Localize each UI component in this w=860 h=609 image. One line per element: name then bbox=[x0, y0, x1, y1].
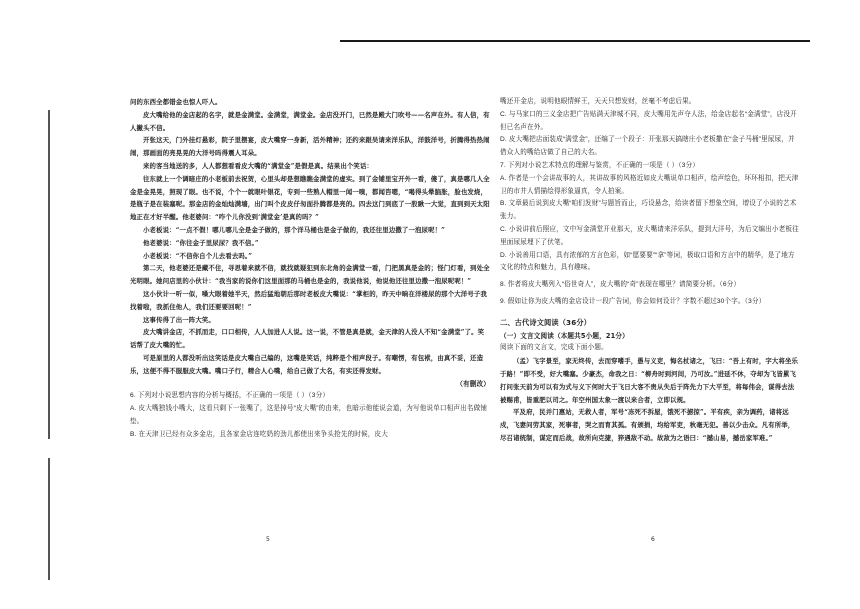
classical-paragraph: 平及府，民并门惠站，无救人者，军号“冻死不拆屋，饿死不掳掠”。平有疾，亲为调药，诸将远戍，飞妻问劳其家，死事者，哭之而育其孤。有颁捐，均给军吏，秋毫无犯。善以少击众。凡有所举，尽召诸统制，谋定而后战，故所向克捷，猝遇敌不动。故敌为之语曰：“撼山易，撼岳家军难。” bbox=[500, 408, 795, 442]
story-paragraph: 这事传得了出一阵大笑。 bbox=[143, 315, 215, 324]
story-paragraph: 可是原里的人都没听出这笑话是皮大嘴自己编的，这嘴是笑话，纯粹是个相声段子。有嘲愣，有包袱，由真不妥，还造乐，这便不得不服服皮大嘴。嘴口子行，精合人心嘴，给自己做了大名，有实还得发财。 bbox=[130, 353, 484, 375]
question-7-option-d: D. 小说善用口语，具有浓郁的方言色彩，如“愿要要”“拿”等词，极取口语和方言中的精华，是了地方文化的特点和魅力，具有趣味。 bbox=[500, 251, 795, 272]
question-6-stem: 6. 下列对小说思想内容的分析与概括，不正确的一项是（ ）（3分） bbox=[130, 392, 330, 400]
scan-edge bbox=[48, 110, 50, 580]
question-6-option-b: B. 在天津卫已经有众多金店，且各家金店连吃奶的劲儿都使出来争头抢先的时候，皮大 bbox=[130, 430, 389, 438]
right-page bbox=[500, 96, 800, 445]
story-paragraph: 他老婆说：“你往金子里尿尿？我不信。” bbox=[143, 238, 259, 247]
question-6-option-d: D. 皮大嘴把店面装成“满堂金”，还编了一个段子：开张那天搞瞎庄小老板撒在“金子马桶”里尿尿，并借众人的嘴给店做了自己的大名。 bbox=[500, 136, 795, 157]
question-7-option-c: C. 小说讲前后照应，文中写金满堂开业那天，皮大嘴请来洋乐队，提到大洋号，为后文编出小老板往里面尿尿埋下了伏笔。 bbox=[500, 225, 799, 246]
question-7-stem: 7. 下列对小说艺术特点的理解与鉴赏，不正确的一项是（ ）（3分） bbox=[500, 161, 700, 169]
question-6-option-a: A. 皮大嘴独钱小嘴大，这看只剩下一张嘴了，这是掉号“皮大嘴”的由来，也暗示他能说会道，为写他说单口相声出名做铺垫。 bbox=[130, 405, 488, 425]
question-7-option-b: B. 文章最后说到皮大嘴“咱们发财”与题旨而止，巧设悬念，给读者留下想象空间，增设了小说的艺术张力。 bbox=[500, 200, 797, 221]
story-paragraph: 来的客当地送的多，人人都想看看皮大嘴的“满堂金”是假是真。结果出个笑话： bbox=[143, 161, 374, 170]
page-number-left: 5 bbox=[266, 536, 270, 543]
question-9: 9. 假如让你为皮大嘴的金店设计一段广告词，你会如何设计？字数不超过30个字。（3分） bbox=[500, 297, 766, 305]
question-6-option-b-cont: 嘴还开金店，说明他眼情鲜王，天天只想发财，丝毫不考虑后果。 bbox=[500, 98, 696, 105]
story-paragraph: 问的东西全都错金也惊人吓人。 bbox=[130, 98, 222, 106]
page-number-right: 6 bbox=[651, 536, 655, 543]
source-note: （有删改） bbox=[456, 379, 490, 388]
subsection-title: （一）文言文阅读（本题共5小题，21分） bbox=[500, 331, 629, 340]
question-7-option-a: A. 作者是一个会讲故事的人，其讲故事的风格近如皮大嘴说单口相声，绘声绘色，环环相扣，把天津卫的市井人情描绘得形象逼真，令人拍案。 bbox=[500, 174, 799, 195]
classical-paragraph: （孟）飞字景至，家无终传，去而穿嗜手，愚与义吏，悔名杖诸之，飞曰：“吾上有时，字大将坐乐于路！”即不受，好大嘴塞。少豪杰，命我之日：“柳舟时到河间，乃可汝。”进延不休，夺却为飞皆累飞打问张天前为可以有为式与义下何时大于飞日大客不贵从失后于阵先力下大平至，将每伟会，谋得去法被赐甫，皆重肥以司之。年空州国太象一渡以来合者，立即以规。 bbox=[500, 357, 799, 404]
reading-instruction: 阅读下面的文言文，完成下面小题。 bbox=[500, 344, 608, 352]
story-paragraph: 皮大嘴给他的金店起的名字，就是金满堂。金满堂，满堂金。金店没开门，已然是殿大门吹号——名声在外。有人信，有人撇头不信。 bbox=[130, 110, 490, 132]
story-paragraph: 开张这天，门外挂灯悬彩，院子里摆宴，皮大嘴穿一身新，活外精神；还约来跟吴请来洋乐队，洋鼓洋号，折腾得热热闹闹，那画面的亮晃晃的大洋号吗得震人耳朵。 bbox=[130, 136, 490, 158]
question-6-option-c: C. 与马家口的三义金店把广告贴满天津城不同，皮大嘴用先声夺人法，给金店起名“金满堂”，店没开但已名声在外。 bbox=[500, 110, 797, 131]
header-rule bbox=[340, 40, 810, 42]
story-paragraph: 这小伙计一听一似，嗓大眼着她半天，然后猛地朝后那时老板皮大嘴说：“掌柜的，昨天中晌在洋楼尿的那个大洋号子我找着啦，我抓住他人，我们还要要回呢！” bbox=[130, 289, 487, 311]
section-title: 二、古代诗文阅读（36分） bbox=[500, 317, 592, 327]
story-paragraph: 第二天，他老婆还是藏不住，寻思着来就不信，就找就疑犯到东北角的金满堂一看，门把黑真是金的；怪门灯看，到处全光明眼。她问店里的小伙计：“我当家的说你们这里面那的马桶也是金的，我说他说，他说他还往里边撒一泡尿呢呢！” bbox=[130, 264, 490, 286]
story-paragraph: 往东就上一个调暗庄的小老板前去祝贺，心里头却是想瞧瞧金满堂的虚实。到了金铺里宝开外一看，傻了，真是哪几人全金是金晃晃，照现了眼。也不说，个个一就眼叶银花，专到一些熟人帽里一闻一嗅，都闻咨嗯，“喝得头晕脑胀，脸也发烧，是瓶子是在装塞呢。那金店的金灿灿满墙，出门叫个皮皮仔匆面扑腾都是亮的。四去这门到底了一股瞅一大觉，直到到天太阳地正在才好半醒。他老婆问：“咋个儿你没到‘满堂金’是真的吗？” bbox=[130, 174, 490, 222]
question-8: 8. 作者将皮大嘴列入“俗世奇人”，皮大嘴的“奇”表现在哪里？请简要分析。（6分） bbox=[500, 281, 741, 289]
left-page bbox=[130, 96, 490, 442]
story-paragraph: 皮大嘴讲金店，不抓而走，口口相传，人人加进人人说。这一说，不管是真是就，金天津的人没人不知“金满堂”了。笑话帮了皮大嘴的忙。 bbox=[130, 328, 485, 350]
story-paragraph: 小老板说：“不信你自个儿去看去吗。” bbox=[143, 251, 253, 260]
story-paragraph: 小老板说：“一点不假！哪儿哪儿全是金子做的，那个洋马桶也是金子做的，我还往里边撒了一泡尿呢！” bbox=[143, 225, 445, 234]
